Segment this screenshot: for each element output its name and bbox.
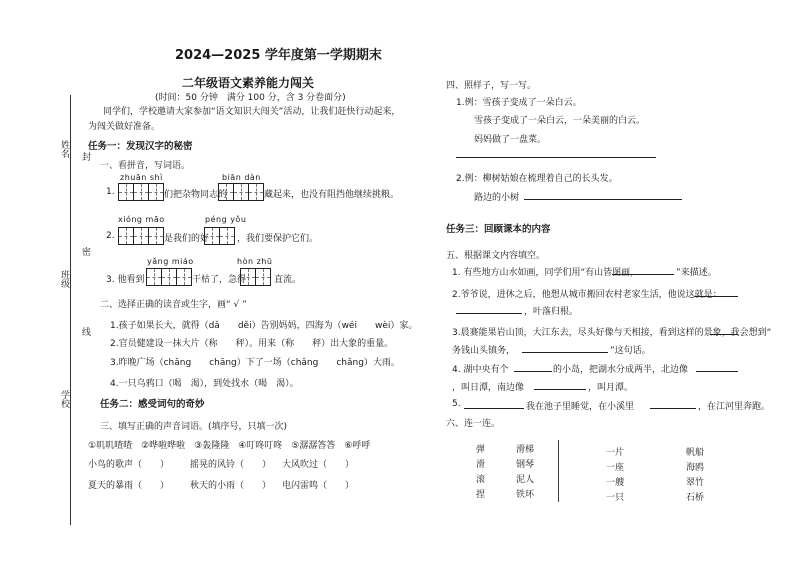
q4-answer-line-1[interactable]	[456, 148, 656, 158]
task3-title: 任务三：回顾课本的内容	[446, 224, 551, 235]
q1-num-1: 1.	[106, 187, 115, 197]
q5-line-5c: ，在江河里奔跑。	[698, 402, 771, 412]
writing-grid-3[interactable]	[118, 227, 164, 245]
q6-divider	[558, 440, 559, 502]
seal-mark-3: 线	[82, 328, 92, 338]
q6-col2-item[interactable]: 泥人	[516, 475, 535, 485]
q6-col3-item[interactable]: 一座	[606, 463, 625, 473]
q4-example-1b: 雪孩子变成了一朵白云，一朵美丽的白云。	[474, 116, 646, 126]
q3-options: ①叽叽喳喳 ②哗啦哗啦 ③轰隆隆 ④叮咚叮咚 ⑤潺潺答答 ⑥呼呼	[88, 441, 371, 451]
q5-line-3c: ”这句话。	[610, 346, 651, 356]
q1-line-1b: 藏起来，也没有阻挡他继续挑粮。	[264, 190, 400, 200]
exam-meta: (时间：50 分钟 满分 100 分，含 3 分卷面分)	[155, 93, 346, 103]
q4-example-1c: 妈妈做了一盘菜。	[474, 135, 547, 145]
q1-line-3b: 直流。	[274, 275, 302, 285]
q5-title: 五、根据课文内容填空。	[446, 251, 546, 261]
q6-col2-item[interactable]: 铁环	[516, 490, 535, 500]
q4-example-1: 1.例：雪孩子变成了一朵白云。	[456, 98, 582, 108]
pinyin-3: xióng māo	[118, 215, 165, 224]
school-label: 学校	[59, 390, 69, 408]
q2-line-2: 2.官员健建设一抹大片（称 秤）。用来（称 秤）出大象的重量。	[110, 339, 394, 349]
q1-num-2: 2.	[106, 231, 115, 241]
q3-row1-a: 小鸟的歌声（ ）	[88, 460, 170, 470]
seal-mark-1: 封	[82, 153, 92, 163]
q3-title: 三、填写正确的声音词语。(填序号，只填一次)	[100, 422, 288, 432]
writing-grid-5[interactable]	[146, 268, 192, 286]
pinyin-5: yǎng miáo	[147, 257, 194, 266]
q2-line-3: 3.昨晚广场（chǎng chāng）下了一场（chǎng chǎng）大雨。	[110, 358, 400, 368]
page-subtitle: 二年级语文素养能力闯关	[182, 76, 315, 90]
q5-line-2: 2.爷爷说，进休之后，他想从城市搬回农村老家生活，他说这就是：	[452, 290, 722, 300]
q6-col3-item[interactable]: 一艘	[606, 478, 625, 488]
q2-line-4: 4.一只乌鸦口（喝 渴），到处找水（喝 渴）。	[110, 379, 299, 389]
q1-line-1a: 们把杂物同志的	[164, 190, 228, 200]
intro-line-2: 为闯关做好准备。	[88, 122, 161, 132]
q6-title: 六、连一连。	[446, 419, 501, 429]
q3-row2-a: 夏天的暴雨（ ）	[88, 481, 170, 491]
q5-line-4d: ，叫月潭。	[588, 383, 634, 393]
q5-line-3: 3.晨赛能果岩山顶，大江东去，尽头好像与天相接，看到这样的景象，我会想到“	[452, 328, 772, 338]
q5-line-4c: ，叫日潭，南边像	[452, 383, 525, 393]
q5-blank-2a[interactable]	[694, 287, 738, 297]
seal-mark-2: 密	[82, 248, 92, 258]
q6-col3-item[interactable]: 一只	[606, 493, 625, 503]
pinyin-6: hòn zhū	[237, 257, 273, 266]
q6-col4-item[interactable]: 海鸥	[686, 463, 705, 473]
writing-grid-6[interactable]	[240, 268, 271, 286]
q1-line-2b: ，我们要保护它们。	[237, 234, 319, 244]
q5-line-1b: ”来描述。	[676, 268, 717, 278]
intro-line-1: 同学们，学校邀请大家参加“语文知识大闯关”活动，让我们赶快行动起来，	[103, 107, 401, 117]
q1-line-3a: 干枯了，急得	[192, 275, 247, 285]
q5-blank-1[interactable]	[612, 265, 674, 275]
pinyin-1: zhuān shì	[120, 173, 163, 182]
q5-blank-4c[interactable]	[534, 380, 586, 390]
q3-row1-c: 大风吹过（ ）	[282, 460, 355, 470]
pinyin-4: péng yǒu	[205, 215, 247, 224]
q6-col4-item[interactable]: 翠竹	[686, 478, 705, 488]
q4-example-2: 2.例：柳树姑娘在梳理着自己的长头发。	[456, 174, 618, 184]
q6-col2-item[interactable]: 钢琴	[516, 460, 535, 470]
q4-example-2b: 路边的小树	[474, 193, 520, 203]
q1-num-3: 3. 他看到	[106, 275, 145, 285]
page-title: 2024—2025 学年度第一学期期末	[175, 48, 382, 63]
q5-line-4a: 4. 湖中央有个	[452, 365, 509, 375]
q4-answer-line-2[interactable]	[524, 190, 682, 200]
q6-col2-item[interactable]: 滑梯	[516, 445, 535, 455]
pinyin-2: biān dàn	[222, 173, 261, 182]
writing-grid-4[interactable]	[204, 227, 235, 245]
q5-line-4b: 的小岛，把湖水分成两半，北边像	[553, 365, 689, 375]
q2-title: 二、选择正确的读音或生字，画“ √ ”	[100, 300, 247, 310]
task1-title: 任务一：发现汉字的秘密	[88, 141, 193, 152]
q3-row2-b: 秋天的小雨（ ）	[190, 481, 272, 491]
q5-blank-4b[interactable]	[696, 362, 738, 372]
task2-title: 任务二：感受词句的奇妙	[100, 399, 205, 410]
q6-col1-item[interactable]: 滑	[476, 460, 486, 470]
q6-col1-item[interactable]: 捏	[476, 490, 486, 500]
q6-col4-item[interactable]: 石桥	[686, 493, 705, 503]
q5-line-2b: ，叶落归根。	[524, 307, 579, 317]
writing-grid-1[interactable]	[118, 183, 164, 201]
q6-col1-item[interactable]: 弹	[476, 445, 486, 455]
name-label: 姓名	[59, 140, 69, 158]
q6-col4-item[interactable]: 帆船	[686, 448, 705, 458]
q4-title: 四、照样子，写一写。	[446, 81, 537, 91]
q5-blank-4a[interactable]	[514, 362, 552, 372]
q3-row2-c: 电闪雷鸣（ ）	[282, 481, 355, 491]
q5-line-5b: 我在池子里睡觉，在小溪里	[526, 402, 635, 412]
q6-col1-item[interactable]: 滚	[476, 475, 486, 485]
q5-line-5a: 5.	[452, 399, 461, 409]
q5-blank-5b[interactable]	[650, 399, 696, 409]
q1-title: 一、看拼音，写词语。	[100, 161, 191, 171]
q5-blank-3b[interactable]	[522, 343, 608, 353]
q5-line-1a: 1. 有些地方山水如画，同学们用“有山皆图画，	[452, 268, 640, 278]
q6-col3-item[interactable]: 一片	[606, 448, 625, 458]
q5-blank-2b[interactable]	[456, 304, 522, 314]
q2-line-1: 1.孩子如果长大，就得（dǎ děi）告别妈妈，四海为（wéi wèi）家。	[110, 321, 418, 331]
q3-row1-b: 摇晃的风铃（ ）	[190, 460, 272, 470]
class-label: 班级	[59, 270, 69, 288]
q1-line-2a: 是我们的好	[164, 234, 210, 244]
writing-grid-2[interactable]	[218, 183, 264, 201]
q5-blank-5a[interactable]	[464, 399, 524, 409]
q5-blank-3a[interactable]	[710, 325, 738, 335]
q5-line-3b: 务钱山头镇务，	[452, 346, 516, 356]
